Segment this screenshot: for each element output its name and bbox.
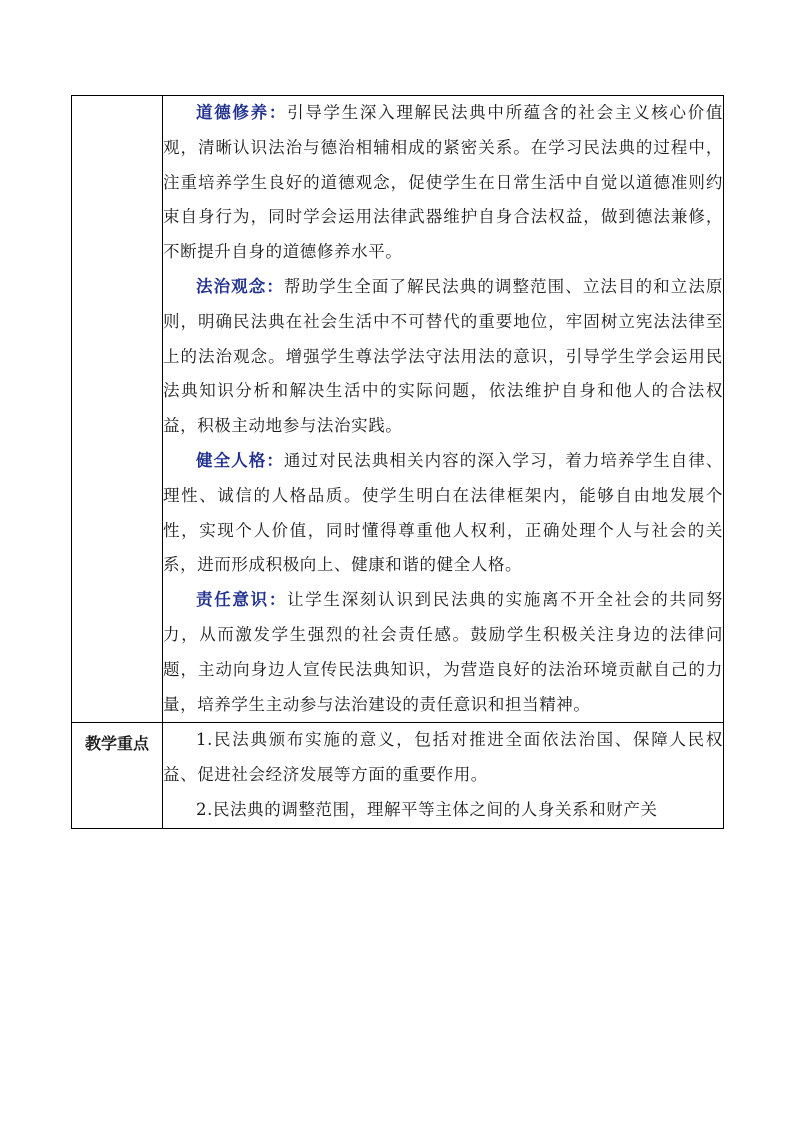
moral-cultivation-text: 引导学生深入理解民法典中所蕴含的社会主义核心价值观，清晰认识法治与德治相辅相成的紧密关系。在学习民法典的过程中，注重培养学生良好的道德观念，促使学生在日常生活中自觉以道德准则约束自身行为，同时学会运用法律武器维护自身合法权益，做到德法兼修，不断提升自身的道德修养水平。 xyxy=(163,103,724,262)
key-points-label-cell xyxy=(72,723,163,828)
moral-cultivation-heading: 道德修养： xyxy=(196,103,288,122)
responsibility-text: 让学生深刻认识到民法典的实施离不开全社会的共同努力，从而激发学生强烈的社会责任感。鼓励学生积极关注身边的法律问题，主动向身边人宣传民法典知识，为营造良好的法治环境贡献自己的力量，培养学生主动参与法治建设的责任意识和担当精神。 xyxy=(163,590,724,714)
key-points-label: 教学重点 xyxy=(84,734,149,754)
sound-personality-paragraph xyxy=(163,444,723,583)
key-points-content-cell xyxy=(163,723,724,828)
literacy-label xyxy=(72,96,162,100)
sound-personality-text: 通过对民法典相关内容的深入学习，着力培养学生自律、理性、诚信的人格品质。使学生明白在法律框架内，能够自由地发展个性，实现个人价值，同时懂得尊重他人权利，正确处理个人与社会的关系，进而形成积极向上、健康和谐的健全人格。 xyxy=(163,450,724,575)
rule-of-law-text: 帮助学生全面了解民法典的调整范围、立法目的和立法原则，明确民法典在社会生活中不可替代的重要地位，牢固树立宪法法律至上的法治观念。增强学生尊法学法守法用法的意识，引导学生学会运用民法典知识分析和解决生活中的实际问题，依法维护自身和他人的合法权益，积极主动地参与法治实践。 xyxy=(163,276,724,436)
literacy-label-cell xyxy=(72,96,163,723)
responsibility-paragraph xyxy=(163,583,723,722)
rule-of-law-heading: 法治观念： xyxy=(196,276,284,296)
sound-personality-heading: 健全人格： xyxy=(196,450,284,470)
key-point-item: 1.民法典颁布实施的意义，包括对推进全面依法治国、保障人民权益、促进社会经济发展等方面的重要作用。 xyxy=(163,730,723,785)
key-point-item: 2.民法典的调整范围，理解平等主体之间的人身关系和财产关 xyxy=(196,799,658,819)
moral-cultivation-paragraph xyxy=(163,96,723,270)
responsibility-heading: 责任意识： xyxy=(196,590,288,610)
rule-of-law-paragraph xyxy=(163,270,723,444)
lesson-plan-table xyxy=(71,95,724,829)
literacy-content-cell xyxy=(163,96,724,723)
key-points-row xyxy=(72,723,724,828)
literacy-row xyxy=(72,96,724,723)
